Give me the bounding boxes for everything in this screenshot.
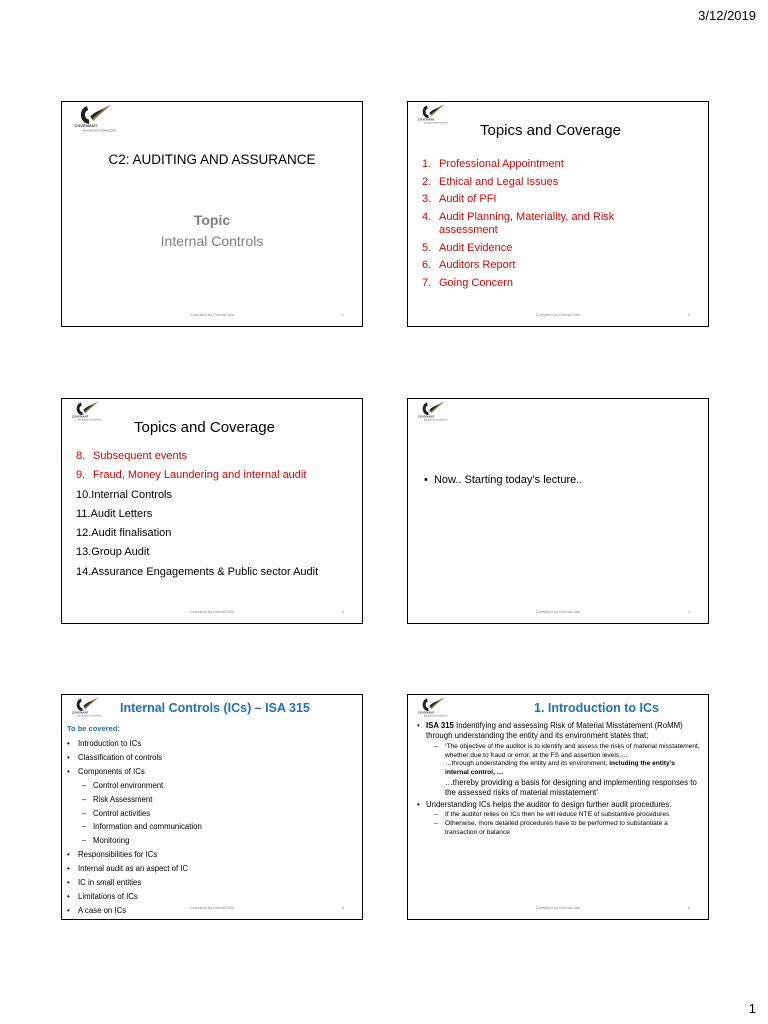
list-item: • IC in small entities	[67, 878, 142, 888]
bullet-icon: •	[424, 474, 434, 486]
list-item: 14. Assurance Engagements & Public sector Audit	[76, 565, 319, 578]
logo-wordmark: COVENANT	[418, 415, 435, 419]
slide-number: 4	[687, 609, 690, 614]
list-item: • A case on ICs	[67, 905, 127, 915]
list-subitem: – Risk Assessment	[82, 794, 153, 804]
logo-wordmark: COVENANT	[74, 123, 98, 129]
logo-tagline: ADVANCING KNOWLEDGE	[424, 419, 448, 422]
topics-list	[422, 156, 649, 292]
logo-tagline: ADVANCING KNOWLEDGE	[424, 715, 448, 718]
slide-footer: Compiled by EmmaChris	[189, 905, 235, 910]
logo-tagline: ADVANCING KNOWLEDGE	[424, 122, 448, 125]
slide-number: 2	[687, 312, 690, 317]
slide-3	[61, 398, 363, 624]
covenant-logo	[412, 401, 454, 424]
list-subitem: – Control environment	[82, 780, 164, 790]
slide-title: Topics and Coverage	[134, 419, 275, 436]
list-item: 12. Audit finalisation	[76, 527, 172, 540]
logo-wordmark: COVENANT	[418, 118, 435, 122]
list-item: • Limitations of ICs	[67, 891, 138, 901]
logo-tagline: ADVANCING KNOWLEDGE	[82, 129, 117, 133]
logo-wordmark: COVENANT	[418, 711, 435, 715]
logo-tagline: ADVANCING KNOWLEDGE	[78, 419, 102, 422]
slide-4	[407, 398, 709, 624]
list-item: 1. Professional Appointment	[422, 158, 564, 170]
list-item: • Components of ICs	[67, 766, 145, 776]
list-subitem: – Monitoring	[82, 836, 130, 846]
topics-list	[76, 447, 318, 582]
covenant-logo	[66, 401, 108, 424]
page-date: 3/12/2019	[698, 8, 756, 23]
list-item: 2. Ethical and Legal Issues	[422, 175, 559, 188]
covenant-logo	[66, 697, 108, 720]
reliance-subpoint: – If the auditor relies on ICs then he will reduce NTE of substantive procedures	[434, 811, 670, 819]
covenant-logo	[412, 697, 454, 720]
logo-tagline: ADVANCING KNOWLEDGE	[78, 715, 102, 718]
slide-title: C2: AUDITING AND ASSURANCE	[108, 152, 316, 167]
slide-1	[61, 101, 363, 327]
slide-number: 5	[341, 905, 344, 910]
slide-footer: Compiled by EmmaChris	[189, 312, 235, 317]
slide-title: Internal Controls (ICs) – ISA 315	[120, 701, 310, 715]
isa-315-paragraph: • ISA 315 Indentifying and assessing Risk of Material Misstatement (RoMM) through understanding the entity and its environment states that;	[417, 721, 683, 741]
list-item: 11. Audit Letters	[76, 507, 153, 520]
list-item: 7. Going Concern	[422, 276, 513, 289]
topic-heading: Topic	[193, 212, 231, 228]
understanding-ics-paragraph: • Understanding ICs helps the auditor to design further audit procedures.	[417, 799, 672, 809]
quote-understanding: …through understanding the entity and its environment, including the entity’s internal control, …	[445, 760, 675, 777]
quote-basis: …thereby providing a basis for designing and implementing responses to the assessed risks of material misstatement’	[445, 778, 697, 798]
list-subitem: – Control activities	[82, 808, 151, 818]
quote-objective: – ‘The objective of the auditor is to identify and assess the risks of material misstatement, whether due to fraud or error, at the FS and assertion levels,…	[434, 742, 700, 759]
list-item: 13. Group Audit	[76, 546, 150, 559]
slide-footer: Compiled by EmmaChris	[189, 609, 235, 614]
slide-5	[61, 694, 363, 920]
list-item: 3. Audit of PFI	[422, 193, 497, 205]
to-be-covered-label: To be covered:	[67, 724, 120, 733]
topic-subtitle: Internal Controls	[160, 233, 264, 249]
lecture-start-bullet: • Now.. Starting today’s lecture..	[424, 474, 583, 486]
slide-footer: Compiled by EmmaChris	[535, 312, 581, 317]
page-number: 1	[748, 1001, 756, 1016]
slide-number: 3	[341, 609, 344, 614]
slide-6	[407, 694, 709, 920]
slide-footer: Compiled by EmmaChris	[535, 609, 581, 614]
slide-title: 1. Introduction to ICs	[534, 701, 659, 715]
list-item: • Introduction to ICs	[67, 739, 142, 748]
list-item: • Responsibilities for ICs	[67, 850, 158, 860]
list-item: 4. Audit Planning, Materiality, and Risk assessment	[422, 210, 615, 236]
detailed-procedures-subpoint: – Otherwise, more detailed procedures have to be performed to substantiate a transaction or balance	[434, 820, 668, 836]
list-item: 8. Subsequent events	[76, 450, 188, 462]
covenant-logo	[412, 104, 454, 127]
list-subitem: – Information and communication	[82, 822, 202, 832]
logo-wordmark: COVENANT	[72, 415, 89, 419]
slide-title: Topics and Coverage	[480, 122, 621, 139]
slide-body	[414, 721, 700, 838]
list-item: 5. Audit Evidence	[422, 241, 513, 254]
list-item: • Classification of controls	[67, 752, 163, 762]
covenant-logo	[66, 104, 125, 136]
slide-number: 6	[687, 905, 690, 910]
slide-2	[407, 101, 709, 327]
list-item: 6. Auditors Report	[422, 259, 516, 271]
list-item: • Internal audit as an aspect of IC	[67, 864, 189, 874]
list-item: 9. Fraud, Money Laundering and internal audit	[76, 469, 307, 482]
slide-number: 1	[341, 312, 344, 317]
list-item: 10. Internal Controls	[76, 488, 173, 501]
logo-wordmark: COVENANT	[72, 711, 89, 715]
slide-footer: Compiled by EmmaChris	[535, 905, 581, 910]
coverage-list	[67, 737, 202, 918]
